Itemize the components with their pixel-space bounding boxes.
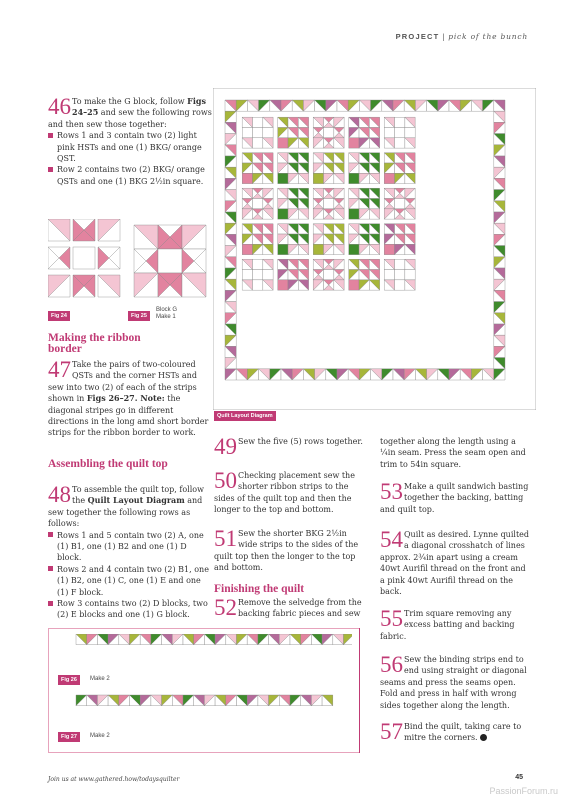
fig-26-caption: Make 2 [90, 676, 110, 682]
quilt-square [349, 209, 359, 219]
quilt-layout-tag: Quilt Layout Diagram [214, 411, 276, 421]
watermark: PassionForum.ru [489, 786, 558, 796]
step-56 [380, 654, 530, 711]
step-bold: Figs 26–27. Note: [86, 393, 165, 404]
quilt-block [349, 117, 380, 148]
quilt-square [253, 280, 263, 290]
step-text: To make the G block, follow [72, 97, 188, 106]
quilt-square [349, 173, 359, 183]
quilt-square [242, 244, 252, 254]
quilt-layout-diagram [213, 88, 536, 410]
quilt-square [278, 138, 288, 148]
box-right-rule [359, 628, 360, 753]
step-text: Remove the selvedge from the backing fabric pieces and sew [238, 598, 362, 619]
ribbon-strips [52, 634, 352, 744]
quilt-square [405, 270, 415, 280]
quilt-square [349, 280, 359, 290]
step-text: and sew the following rows and then sew those together: [48, 108, 212, 129]
quilt-square [395, 199, 405, 209]
step-number: 51 [214, 526, 237, 551]
quilt-square [278, 209, 288, 219]
quilt-square [73, 247, 95, 269]
step-text: Checking placement sew the shorter ribbon strips to the sides of the quilt top and then the longer to the top and bottom. [214, 471, 355, 515]
step-number: 47 [48, 357, 71, 382]
page-number: 45 [515, 774, 523, 781]
quilt-block [242, 188, 273, 219]
fig-25-caption [156, 307, 177, 321]
quilt-square [253, 117, 263, 127]
quilt-block [242, 224, 273, 255]
bullet: Rows 1 and 5 contain two (2) A, one (1) B1, one (1) B2 and one (1) D block. [48, 530, 212, 564]
quilt-square [349, 244, 359, 254]
step-text: the diagonal stripes go in different directions in the long amd short border strips for the ribbon border to work. [48, 394, 209, 438]
quilt-block [384, 153, 415, 184]
quilt-block [242, 259, 273, 290]
step-53 [380, 481, 530, 515]
quilt-square [158, 249, 182, 273]
heading-finishing: Finishing the quilt [214, 583, 305, 595]
quilt-square [395, 138, 405, 148]
step-text: and sew together the following rows as follows: [48, 496, 203, 529]
bullet: Row 2 contains two (2) BKG/ orange QSTs and one (1) BKG 2½in square. [48, 164, 216, 187]
step-55 [380, 608, 530, 642]
quilt-square [349, 138, 359, 148]
quilt-square [324, 270, 334, 280]
heading-ribbon-border: Making the ribbon border [48, 332, 141, 355]
quilt-square [278, 280, 288, 290]
quilt-square [313, 173, 323, 183]
quilt-square [253, 128, 263, 138]
block-g-figures [48, 219, 216, 301]
quilt-square [395, 128, 405, 138]
fig-27-caption: Make 2 [90, 733, 110, 739]
step-number: 55 [380, 606, 403, 631]
end-mark-icon [480, 734, 487, 741]
quilt-square [253, 138, 263, 148]
quilt-block [384, 259, 415, 290]
running-header [396, 32, 528, 41]
fig-26-tag: Fig 26 [58, 675, 80, 685]
step-number: 53 [380, 479, 403, 504]
quilt-square [278, 173, 288, 183]
quilt-square [242, 173, 252, 183]
step-number: 57 [380, 719, 403, 744]
quilt-square [395, 280, 405, 290]
fig-24-tag: Fig 24 [48, 311, 70, 321]
quilt-square [242, 270, 252, 280]
step-text: Sew the binding strips end to end using straight or diagonal seams and press the seams open. Fold and press in half with wrong sides together along the length. [380, 655, 527, 710]
quilt-block [313, 153, 344, 184]
quilt-block [349, 188, 380, 219]
quilt-square [384, 173, 394, 183]
quilt-block [278, 224, 309, 255]
step-number: 50 [214, 468, 237, 493]
bullet: Rows 1 and 3 contain two (2) light pink HSTs and one (1) BKG/ orange QST. [48, 130, 216, 164]
quilt-square [395, 270, 405, 280]
quilt-block [349, 153, 380, 184]
section-title: pick of the bunch [448, 32, 528, 41]
bullet: Row 3 contains two (2) D blocks, two (2) E blocks and one (1) G block. [48, 598, 212, 621]
quilt-block [349, 259, 380, 290]
step-text: Sew the five (5) rows together. [238, 437, 363, 446]
caption-line: Block G [156, 307, 178, 313]
step-text: Make a quilt sandwich basting together the backing, batting and quilt top. [380, 482, 529, 514]
quilt-block [313, 224, 344, 255]
quilt-block [349, 224, 380, 255]
quilt-square [242, 128, 252, 138]
header-separator: | [442, 32, 446, 41]
quilt-block [278, 117, 309, 148]
quilt-square [324, 128, 334, 138]
heading-assembling: Assembling the quilt top [48, 458, 168, 470]
quilt-block [313, 188, 344, 219]
footer-url: Join us at www.gathered.how/todaysquilter [48, 776, 180, 783]
step-46 [48, 96, 216, 187]
quilt-square [313, 244, 323, 254]
step-57 [380, 721, 530, 744]
quilt-square [278, 244, 288, 254]
step-text: Bind the quilt, taking care to mitre the corners. [404, 722, 522, 743]
quilt-square [253, 259, 263, 269]
step-number: 49 [214, 434, 237, 459]
step-text: To assemble the quilt top, follow the [72, 485, 204, 506]
step-text: Trim square removing any excess batting and backing fabric. [380, 609, 515, 641]
step-number: 56 [380, 652, 403, 677]
caption-line: Make 1 [156, 314, 176, 320]
quilt-block [242, 117, 273, 148]
quilt-block [384, 117, 415, 148]
step-52-continued: together along the length using a ¼in seam. Press the seam open and trim to 54in square. [380, 437, 526, 469]
quilt-block [242, 153, 273, 184]
step-text: Take the pairs of two-coloured QSTs and the corner HSTs and sew into two (2) of each of the strips shown in [48, 360, 197, 404]
quilt-square [395, 117, 405, 127]
fig-27-tag: Fig 27 [58, 732, 80, 742]
step-50 [214, 470, 364, 516]
quilt-block [278, 259, 309, 290]
quilt-square [263, 128, 273, 138]
step-number: 46 [48, 94, 71, 119]
quilt-square [384, 270, 394, 280]
quilt-square [384, 128, 394, 138]
step-text: Quilt as desired. Lynne quilted a diagonal crosshatch of lines approx. 2¾in apart using a cream 40wt Aurifil thread on the front and a pink 40wt Aurifil thread on the back. [380, 530, 530, 597]
step-bold: Figs 24–25 [72, 96, 206, 118]
quilt-block [384, 224, 415, 255]
quilt-block [313, 117, 344, 148]
step-51 [214, 528, 364, 574]
step-54 [380, 529, 530, 597]
step-48 [48, 484, 212, 621]
quilt-square [253, 270, 263, 280]
quilt-block [384, 188, 415, 219]
step-49 [214, 434, 364, 459]
step-bold: Quilt Layout Diagram [87, 495, 185, 506]
bullet: Rows 2 and 4 contain two (2) B1, one (1) B2, one (1) C, one (1) E and one (1) F block. [48, 564, 212, 598]
quilt-square [324, 199, 334, 209]
quilt-block [278, 188, 309, 219]
fig-25-tag: Fig 25 [128, 311, 150, 321]
quilt-block [313, 259, 344, 290]
quilt-square [384, 244, 394, 254]
step-number: 54 [380, 527, 403, 552]
step-number: 52 [214, 595, 237, 620]
quilt-block [278, 153, 309, 184]
quilt-square [253, 199, 263, 209]
step-text: Sew the shorter BKG 2½in wide strips to the sides of the quilt top then the longer to the top and bottom. [214, 529, 359, 573]
step-number: 48 [48, 482, 71, 507]
quilt-square [395, 259, 405, 269]
quilt-square [405, 128, 415, 138]
quilt-square [263, 270, 273, 280]
step-52 [214, 597, 364, 620]
step-47 [48, 359, 212, 439]
project-label: PROJECT [395, 32, 440, 41]
